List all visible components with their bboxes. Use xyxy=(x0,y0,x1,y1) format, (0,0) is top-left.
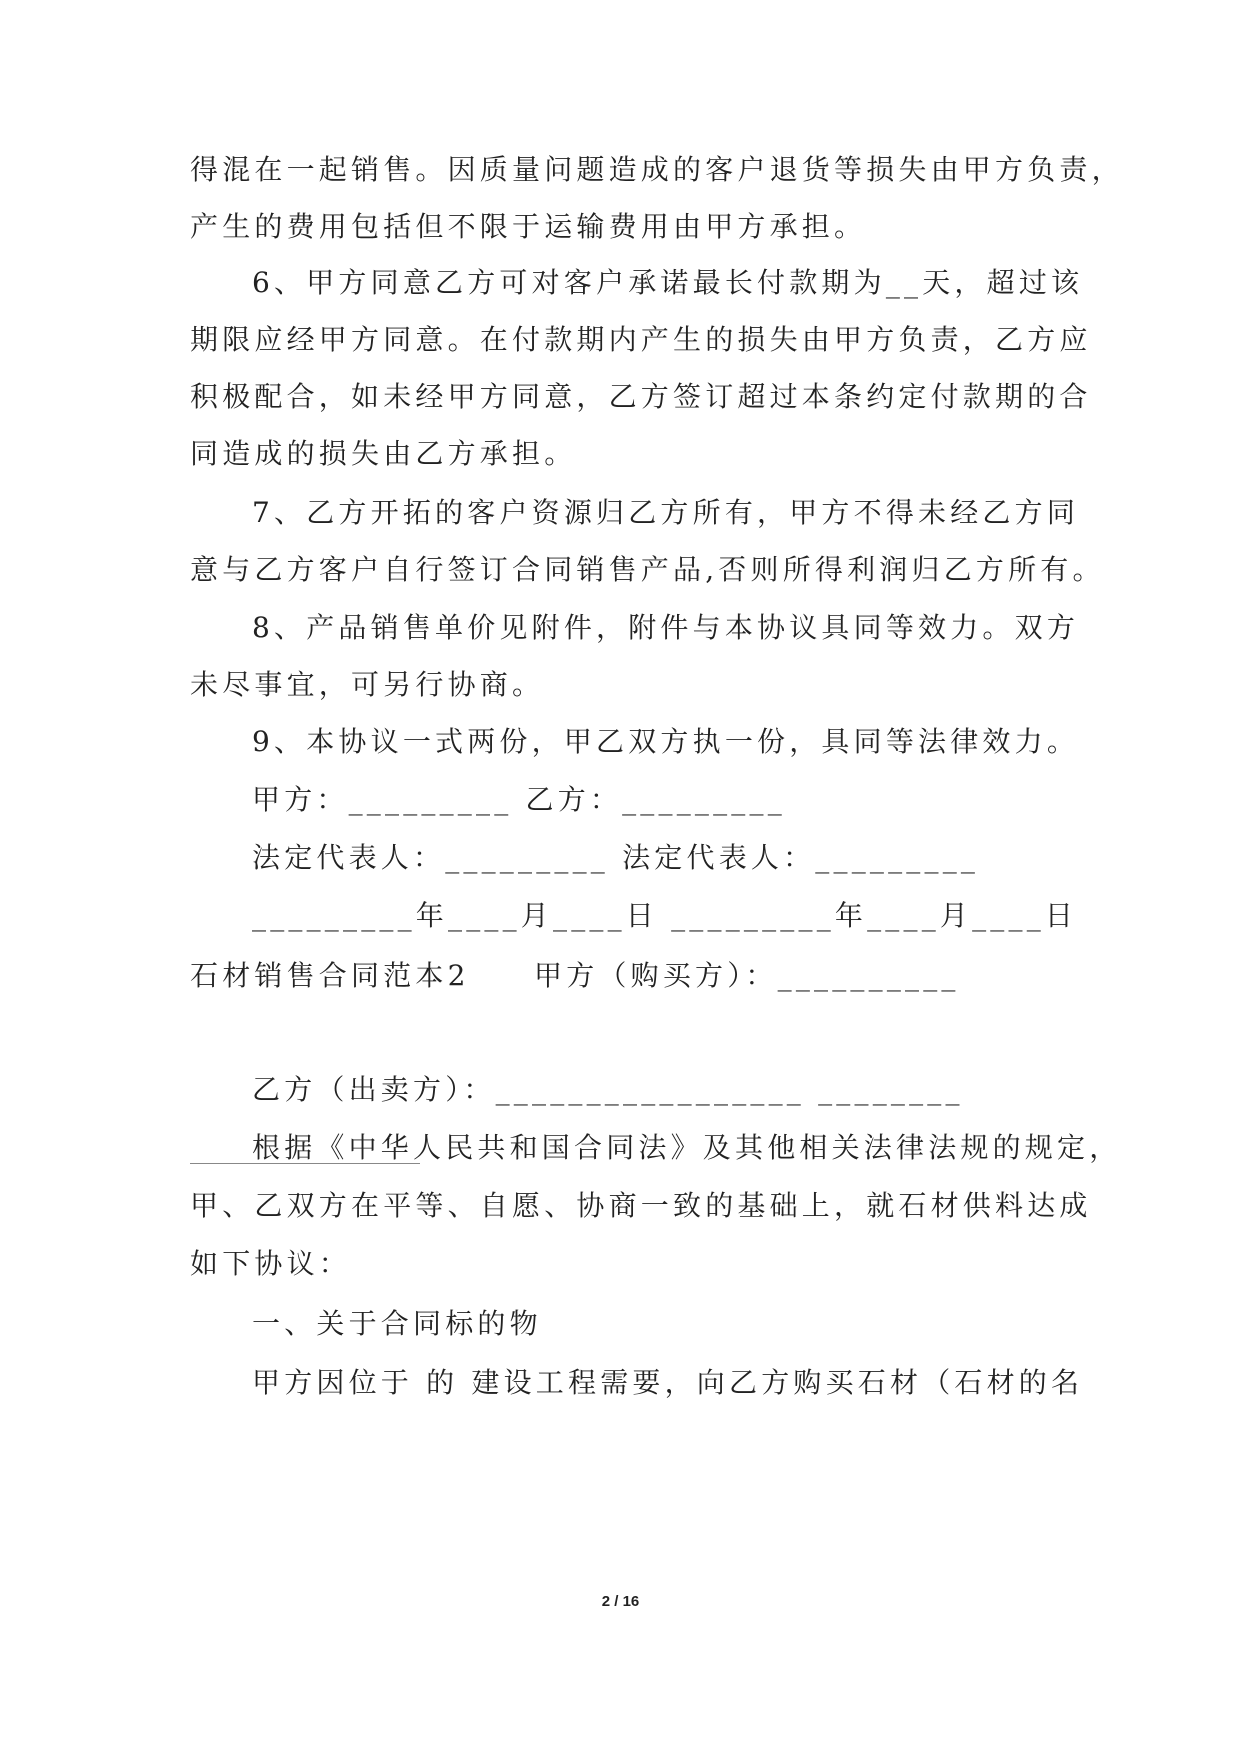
body-text-line: 产生的费用包括但不限于运输费用由甲方承担。 xyxy=(190,210,867,243)
clause-9: 9、本协议一式两份，甲乙双方执一份，具同等法律效力。 xyxy=(252,725,1080,758)
body-text-line: 如下协议： xyxy=(190,1247,352,1280)
section-heading: 一、关于合同标的物 xyxy=(252,1307,542,1340)
preamble-text: 根据《中华人民共和国合同法》及其他相关法律法规的规定， xyxy=(252,1131,1122,1164)
body-text-line: 甲、乙双方在平等、自愿、协商一致的基础上，就石材供料达成 xyxy=(190,1189,1092,1222)
date-signature-line: _________年____月____日 _________年____月____日 xyxy=(252,899,1078,932)
page-number: 2 / 16 xyxy=(601,1593,640,1610)
seller-line: 乙方（出卖方）：_________________ ________ xyxy=(252,1073,964,1106)
clause-8: 8、产品销售单价见附件，附件与本协议具同等效力。双方 xyxy=(252,611,1080,644)
body-text-line: 甲方因位于 的 建设工程需要，向乙方购买石材（石材的名 xyxy=(252,1366,1084,1399)
representative-signature-line: 法定代表人：_________ 法定代表人：_________ xyxy=(252,841,980,874)
body-text-line: 意与乙方客户自行签订合同销售产品,否则所得利润归乙方所有。 xyxy=(190,553,1105,586)
clause-6: 6、甲方同意乙方可对客户承诺最长付款期为__天，超过该 xyxy=(252,266,1084,299)
contract-title-line: 石材销售合同范本2 甲方（购买方）：__________ xyxy=(190,959,960,992)
clause-7: 7、乙方开拓的客户资源归乙方所有，甲方不得未经乙方同 xyxy=(252,496,1080,529)
body-text-line: 期限应经甲方同意。在付款期内产生的损失由甲方负责，乙方应 xyxy=(190,323,1092,356)
body-text-line: 同造成的损失由乙方承担。 xyxy=(190,437,577,470)
body-text-line: 得混在一起销售。因质量问题造成的客户退货等损失由甲方负责， xyxy=(190,153,1124,186)
body-text-line: 积极配合，如未经甲方同意，乙方签订超过本条约定付款期的合 xyxy=(190,380,1092,413)
party-signature-line: 甲方：_________ 乙方：_________ xyxy=(252,783,786,816)
body-text-line: 未尽事宜，可另行协商。 xyxy=(190,668,545,701)
